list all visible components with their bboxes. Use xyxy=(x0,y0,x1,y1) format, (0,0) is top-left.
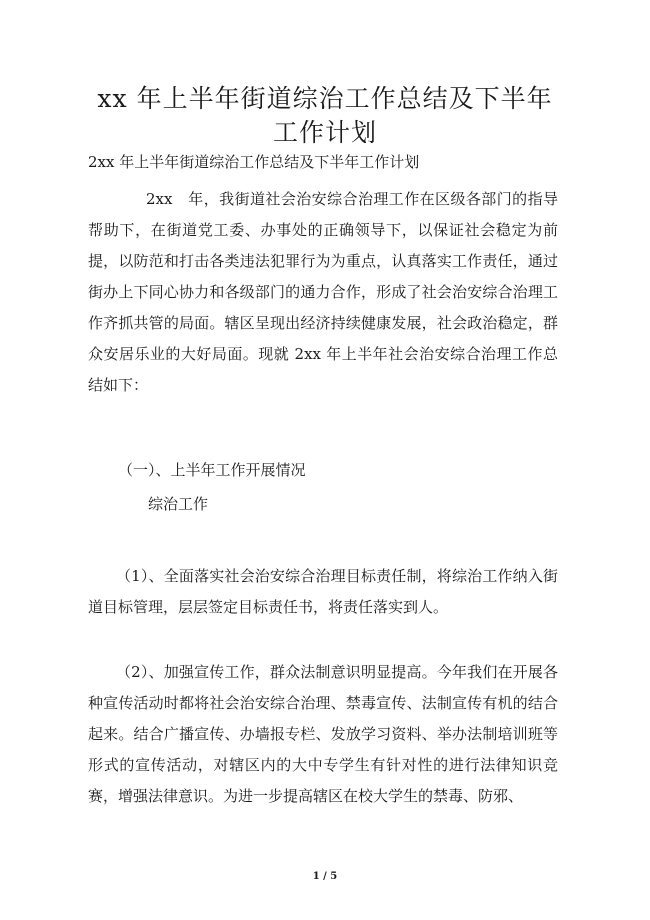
page-number: 1 / 5 xyxy=(312,871,338,882)
item-paragraph-2: （2）、加强宣传工作，群众法制意识明显提高。今年我们在开展各种宣传活动时都将社会治安综合治理、禁毒宣传、法制宣传有机的结合起来。结合广播宣传、办墙报专栏、发放学习资料、举办法制培训班等形式的宣传活动，对辖区内的大中专学生有针对性的进行法律知识竞赛，增强法律意识。为进一步提高辖区在校大学生的禁毒、防邪、 xyxy=(88,663,558,805)
item-paragraph-1: （1）、全面落实社会治安综合治理目标责任制，将综治工作纳入街道目标管理，层层签定目标责任书，将责任落实到人。 xyxy=(88,567,558,616)
section-heading: （一）、上半年工作开展情况 xyxy=(118,461,306,479)
document-title: xx 年上半年街道综治工作总结及下半年工作计划 xyxy=(97,84,553,147)
sub-heading: 综治工作 xyxy=(148,495,209,513)
document-subtitle: 2xx 年上半年街道综治工作总结及下半年工作计划 xyxy=(88,153,420,171)
intro-paragraph: 2xx 年，我街道社会治安综合治理工作在区级各部门的指导帮助下，在街道党工委、办事处的正确领导下，以保证社会稳定为前提，以防范和打击各类违法犯罪行为为重点，认真落实工作责任，通过街办上下同心协力和各级部门的通力合作，形成了社会治安综合治理工作齐抓共管的局面。辖区呈现出经济持续健康发展，社会政治稳定，群众安居乐业的大好局面。现就 2xx 年上半年社会治安综合治理工作总结如下： xyxy=(88,190,558,394)
